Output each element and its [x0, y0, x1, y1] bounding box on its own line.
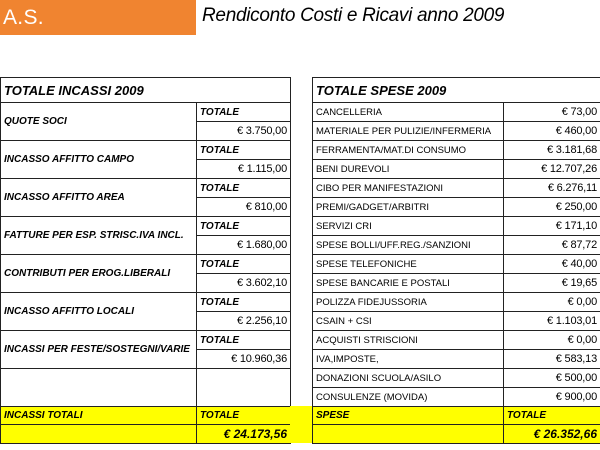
spese-item-label: BENI DUREVOLI: [312, 159, 504, 179]
spese-item-label: DONAZIONI SCUOLA/ASILO: [312, 368, 504, 388]
spese-item-amount: € 87,72: [503, 235, 600, 255]
spese-item-amount: € 3.181,68: [503, 140, 600, 160]
incassi-total-value: € 24.173,56: [196, 424, 291, 444]
spese-item-label: CIBO PER MANIFESTAZIONI: [312, 178, 504, 198]
incassi-totale-label: TOTALE: [196, 102, 291, 122]
incassi-item-amount: € 1.115,00: [196, 159, 291, 179]
spese-item-label: CANCELLERIA: [312, 102, 504, 122]
incassi-empty-cell: [196, 368, 291, 407]
incassi-totale-label: TOTALE: [196, 178, 291, 198]
spese-item-amount: € 19,65: [503, 273, 600, 293]
incassi-totale-label: TOTALE: [196, 216, 291, 236]
spese-item-amount: € 250,00: [503, 197, 600, 217]
incassi-item-label: CONTRIBUTI PER EROG.LIBERALI: [0, 254, 197, 293]
spese-item-amount: € 1.103,01: [503, 311, 600, 331]
spese-item-label: ACQUISTI STRISCIONI: [312, 330, 504, 350]
report-table: [0, 77, 600, 444]
spese-total-empty: [312, 424, 504, 444]
incassi-item-amount: € 810,00: [196, 197, 291, 217]
organization-title: A.S. RIVAROSSESE: [0, 0, 196, 35]
incassi-item-label: FATTURE PER ESP. STRISC.IVA INCL.: [0, 216, 197, 255]
spese-item-label: SERVIZI CRI: [312, 216, 504, 236]
spese-item-amount: € 0,00: [503, 330, 600, 350]
incassi-item-amount: € 3.750,00: [196, 121, 291, 141]
incassi-item-label: INCASSO AFFITTO CAMPO: [0, 140, 197, 179]
incassi-item-amount: € 3.602,10: [196, 273, 291, 293]
spese-totale-label: TOTALE: [503, 406, 600, 425]
incassi-item-amount: € 2.256,10: [196, 311, 291, 331]
incassi-totale-label: TOTALE: [196, 406, 291, 425]
spese-item-amount: € 500,00: [503, 368, 600, 388]
spese-item-amount: € 583,13: [503, 349, 600, 369]
spese-total-label: SPESE: [312, 406, 504, 425]
spese-heading: TOTALE SPESE 2009: [312, 77, 600, 103]
spese-item-label: SPESE BANCARIE E POSTALI: [312, 273, 504, 293]
report-title: Rendiconto Costi e Ricavi anno 2009: [202, 5, 505, 26]
incassi-total-label: INCASSI TOTALI: [0, 406, 197, 425]
spese-item-label: MATERIALE PER PULIZIE/INFERMERIA: [312, 121, 504, 141]
spese-item-amount: € 73,00: [503, 102, 600, 122]
incassi-empty-cell: [0, 368, 197, 407]
incassi-total-empty: [0, 424, 197, 444]
spese-item-amount: € 460,00: [503, 121, 600, 141]
spese-item-label: IVA,IMPOSTE,: [312, 349, 504, 369]
incassi-totale-label: TOTALE: [196, 330, 291, 350]
spese-item-label: POLIZZA FIDEJUSSORIA: [312, 292, 504, 312]
spese-item-label: CSAIN + CSI: [312, 311, 504, 331]
spese-item-label: FERRAMENTA/MAT.DI CONSUMO: [312, 140, 504, 160]
spese-item-label: PREMI/GADGET/ARBITRI: [312, 197, 504, 217]
spese-item-amount: € 12.707,26: [503, 159, 600, 179]
spese-item-label: SPESE TELEFONICHE: [312, 254, 504, 274]
incassi-item-label: INCASSO AFFITTO LOCALI: [0, 292, 197, 331]
incassi-totale-label: TOTALE: [196, 292, 291, 312]
spese-item-amount: € 900,00: [503, 387, 600, 407]
incassi-totale-label: TOTALE: [196, 140, 291, 160]
spese-item-label: SPESE BOLLI/UFF.REG./SANZIONI: [312, 235, 504, 255]
incassi-heading: TOTALE INCASSI 2009: [0, 77, 291, 103]
incassi-item-label: INCASSO AFFITTO AREA: [0, 178, 197, 217]
incassi-item-amount: € 10.960,36: [196, 349, 291, 369]
spese-item-amount: € 40,00: [503, 254, 600, 274]
spese-item-amount: € 171,10: [503, 216, 600, 236]
totals-gap: [290, 406, 312, 443]
incassi-item-amount: € 1.680,00: [196, 235, 291, 255]
incassi-item-label: QUOTE SOCI: [0, 102, 197, 141]
spese-item-amount: € 0,00: [503, 292, 600, 312]
spese-item-label: CONSULENZE (MOVIDA): [312, 387, 504, 407]
incassi-item-label: INCASSI PER FESTE/SOSTEGNI/VARIE: [0, 330, 197, 369]
incassi-totale-label: TOTALE: [196, 254, 291, 274]
spese-item-amount: € 6.276,11: [503, 178, 600, 198]
spese-total-value: € 26.352,66: [503, 424, 600, 444]
